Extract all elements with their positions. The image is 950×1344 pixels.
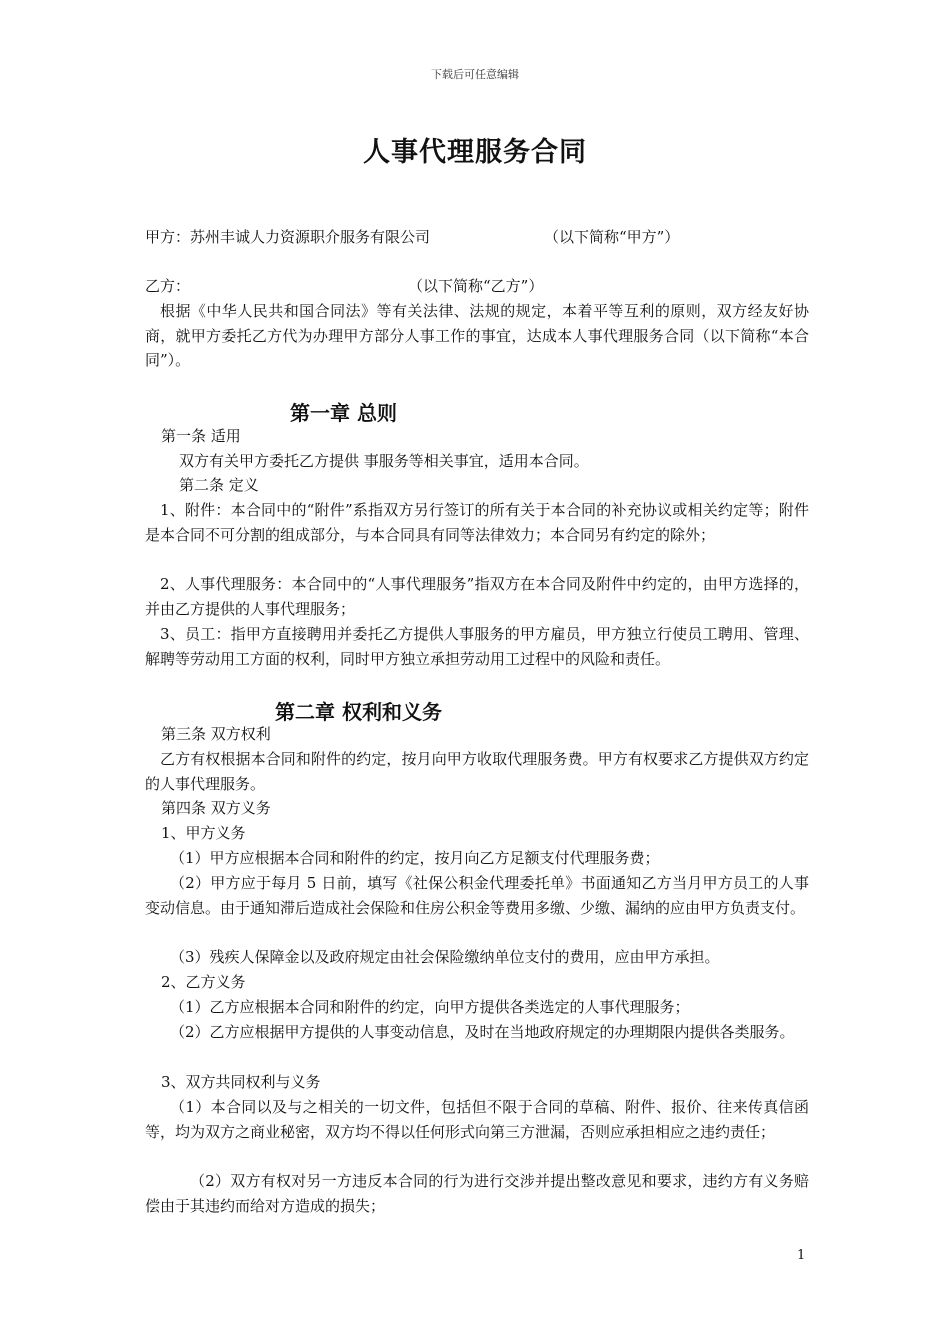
party-a-duty-3: （3）残疾人保障金以及政府规定由社会保险缴纳单位支付的费用，应由甲方承担。 — [170, 948, 720, 966]
party-b-duty-2: （2）乙方应根据甲方提供的人事变动信息，及时在当地政府规定的办理期限内提供各类服务。 — [170, 1023, 795, 1041]
article-1-text: 双方有关甲方委托乙方提供 事服务等相关事宜，适用本合同。 — [179, 452, 589, 470]
joint-duty-2: （2）双方有权对另一方违反本合同的行为进行交涉并提出整改意见和要求，违约方有义务赔偿由于其违约而给对方造成的损失； — [145, 1172, 809, 1215]
article-1-title: 第一条 适用 — [161, 427, 241, 445]
article-3-text: 乙方有权根据本合同和附件的约定，按月向甲方收取代理服务费。甲方有权要求乙方提供双方约定的人事代理服务。 — [145, 750, 809, 793]
party-a-duty-1: （1）甲方应根据本合同和附件的约定，按月向乙方足额支付代理服务费； — [170, 849, 660, 867]
contract-title: 人事代理服务合同 — [363, 137, 587, 168]
party-a-line — [145, 225, 680, 249]
party-b-note: （以下简称“乙方”） — [408, 277, 544, 295]
intro-paragraph: 根据《中华人民共和国合同法》等有关法律、法规的规定，本着平等互利的原则，双方经友好协商，就甲方委托乙方代为办理甲方部分人事工作的事宜，达成本人事代理服务合同（以下简称“本合同”）。 — [145, 302, 809, 369]
party-b-duties-title: 2、乙方义务 — [161, 973, 246, 991]
party-a-duty-2: （2）甲方应于每月 5 日前，填写《社保公积金代理委托单》书面通知乙方当月甲方员工的人事变动信息。由于通知滞后造成社会保险和住房公积金等费用多缴、少缴、漏纳的应由甲方负责支付。 — [145, 874, 809, 917]
joint-duties-title: 3、双方共同权利与义务 — [161, 1073, 321, 1091]
article-2-title: 第二条 定义 — [179, 476, 259, 494]
page-number: 1 — [797, 1248, 806, 1263]
article-4-title: 第四条 双方义务 — [161, 799, 271, 817]
chapter-1-heading: 第一章 总则 — [290, 401, 397, 425]
party-b-line — [145, 274, 544, 298]
definition-2: 2、人事代理服务：本合同中的“人事代理服务”指双方在本合同及附件中约定的，由甲方选择的，并由乙方提供的人事代理服务； — [145, 575, 809, 618]
party-b: 乙方： — [145, 277, 191, 295]
party-a: 甲方：苏州丰诚人力资源职介服务有限公司 — [145, 228, 431, 246]
chapter-2-heading: 第二章 权利和义务 — [275, 700, 442, 724]
party-a-duties-title: 1、甲方义务 — [161, 824, 246, 842]
definition-3: 3、员工：指甲方直接聘用并委托乙方提供人事服务的甲方雇员，甲方独立行使员工聘用、管理、解聘等劳动用工方面的权利，同时甲方独立承担劳动用工过程中的风险和责任。 — [145, 625, 809, 668]
page-header: 下载后可任意编辑 — [431, 68, 519, 81]
party-a-note: （以下简称“甲方”） — [544, 228, 680, 246]
article-3-title: 第三条 双方权利 — [161, 725, 271, 743]
definition-1: 1、附件：本合同中的“附件”系指双方另行签订的所有关于本合同的补充协议或相关约定等；附件是本合同不可分割的组成部分，与本合同具有同等法律效力；本合同另有约定的除外； — [145, 501, 809, 544]
joint-duty-1: （1）本合同以及与之相关的一切文件，包括但不限于合同的草稿、附件、报价、往来传真信函等，均为双方之商业秘密，双方均不得以任何形式向第三方泄漏，否则应承担相应之违约责任； — [145, 1098, 809, 1141]
party-b-duty-1: （1）乙方应根据本合同和附件的约定，向甲方提供各类选定的人事代理服务； — [170, 998, 690, 1016]
